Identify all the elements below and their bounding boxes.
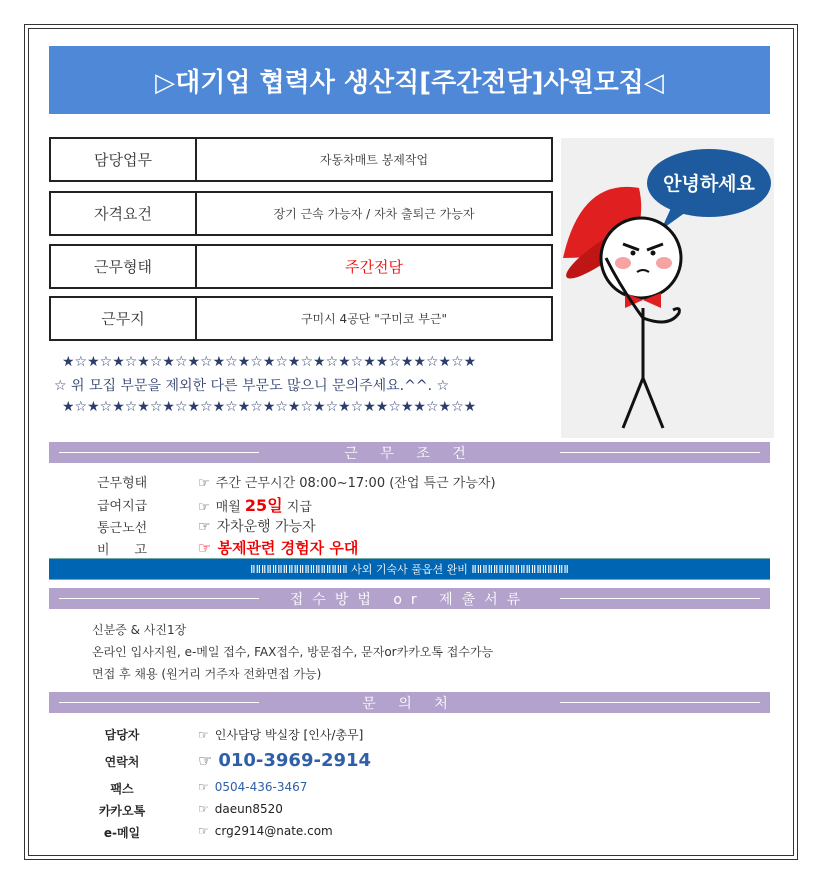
info-label: 근무지 — [51, 298, 197, 339]
contact-label: e-메일 — [103, 826, 141, 840]
condition-value — [198, 537, 358, 558]
condition-value — [198, 472, 496, 491]
section-application — [49, 588, 770, 609]
condition-text: 봉제관련 경험자 우대 — [217, 539, 359, 557]
condition-value — [198, 516, 316, 536]
contact-label: 연락처 — [104, 755, 140, 769]
contact-person: 인사담당 박실장 [인사/총무] — [214, 728, 364, 742]
speech-bubble-text: 안녕하세요 — [663, 173, 755, 195]
pointing-hand-icon: ☞ — [198, 751, 213, 770]
application-line: 신분증 & 사진1장 — [92, 623, 187, 637]
notice-text: ☆ 위 모집 부문을 제외한 다른 부문도 많으니 문의주세요.^^. ☆ — [54, 378, 450, 394]
salary-prefix: 매월 — [215, 500, 241, 515]
contact-label: 팩스 — [110, 782, 134, 796]
email-address[interactable]: crg2914@nate.com — [214, 824, 333, 838]
info-value: 자동차매트 봉제작업 — [319, 153, 429, 167]
contact-value — [198, 802, 283, 816]
condition-label: 통근노선 — [97, 521, 148, 536]
application-line: 면접 후 채용 (원거리 거주자 전화면접 가능) — [92, 667, 322, 681]
pointing-hand-icon: ☞ — [198, 500, 210, 515]
info-value: 장기 근속 가능자 / 자차 출퇴근 가능자 — [273, 207, 475, 221]
info-value: 주간전담 — [345, 258, 403, 276]
info-label: 담당업무 — [51, 139, 197, 180]
contact-value — [198, 726, 363, 743]
condition-label: 급여지급 — [97, 499, 148, 514]
section-work-conditions — [49, 442, 770, 463]
pointing-hand-icon: ☞ — [198, 519, 211, 535]
application-line: 온라인 입사지원, e-메일 접수, FAX접수, 방문접수, 문자or카카오톡 접수가능 — [92, 645, 494, 659]
contact-label: 담당자 — [104, 728, 140, 742]
section-title: 근 무 조 건 — [344, 445, 475, 462]
dormitory-banner: ⅡⅡⅡⅡⅡⅡⅡⅡⅡⅡⅡⅡⅡⅡⅡⅡⅡⅡ 사외 기숙사 풀옵션 완비 ⅡⅡⅡⅡⅡⅡⅡⅡⅡⅡⅡⅡⅡⅡⅡⅡⅡⅡ — [49, 558, 770, 580]
contact-value[interactable] — [198, 750, 371, 771]
pointing-hand-icon: ☞ — [198, 802, 209, 816]
info-row-requirements — [49, 191, 553, 236]
kakaotalk-id: daeun8520 — [214, 802, 283, 816]
contact-value[interactable] — [198, 824, 333, 838]
info-row-duty — [49, 137, 553, 182]
info-row-worktype — [49, 244, 553, 289]
info-label: 근무형태 — [51, 246, 197, 287]
condition-text: 주간 근무시간 08:00~17:00 (잔업 특근 가능자) — [215, 476, 496, 491]
phone-number[interactable]: 010-3969-2914 — [218, 750, 372, 771]
star-line-top: ★☆★☆★☆★☆★☆★☆★☆★☆★☆★☆★☆★☆★★☆★★☆★☆★ — [62, 354, 477, 370]
pointing-hand-icon: ☞ — [198, 476, 210, 491]
section-title: 접수방법 or 제출서류 — [289, 591, 530, 608]
pointing-hand-icon: ☞ — [198, 824, 209, 838]
condition-label: 근무형태 — [97, 476, 148, 491]
info-value: 구미시 4공단 "구미코 부근" — [300, 312, 448, 326]
pointing-hand-icon: ☞ — [198, 780, 209, 794]
info-row-location — [49, 296, 553, 341]
condition-value — [198, 493, 312, 516]
section-inquiry — [49, 692, 770, 713]
star-line-bottom: ★☆★☆★☆★☆★☆★☆★☆★☆★☆★☆★☆★☆★★☆★★☆★☆★ — [62, 399, 477, 415]
fax-number: 0504-436-3467 — [214, 780, 308, 794]
salary-day: 25일 — [244, 496, 283, 515]
salary-suffix: 지급 — [286, 500, 312, 515]
pointing-hand-icon: ☞ — [198, 539, 212, 557]
info-label: 자격요건 — [51, 193, 197, 234]
contact-value — [198, 780, 307, 794]
condition-label: 비 고 — [97, 543, 147, 558]
condition-text: 자차운행 가능자 — [216, 519, 316, 535]
contact-label: 카카오톡 — [98, 804, 146, 818]
pointing-hand-icon: ☞ — [198, 728, 209, 742]
section-title: 문 의 처 — [362, 695, 457, 712]
page-title: ▷대기업 협력사 생산직[주간전담]사원모집◁ — [49, 46, 770, 114]
stickman-svg — [561, 138, 774, 438]
greeting-stickman-illustration — [561, 138, 774, 438]
